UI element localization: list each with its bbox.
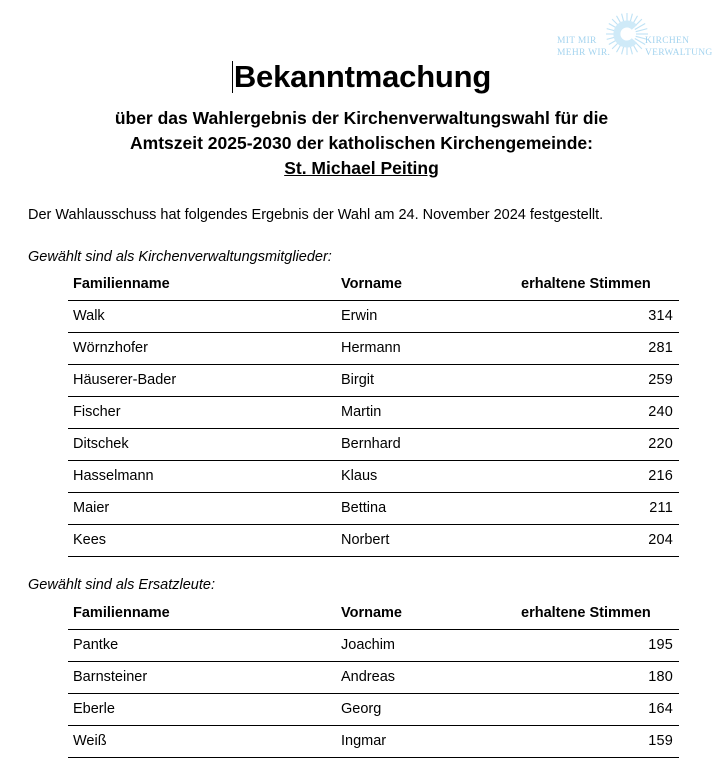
cell-vorname: Birgit <box>341 365 521 397</box>
cell-vorname: Hermann <box>341 333 521 365</box>
table-row <box>68 493 679 525</box>
cell-familienname: Häuserer-Bader <box>68 365 341 397</box>
logo-left-line1: MIT MIR <box>557 36 597 46</box>
intro-paragraph: Der Wahlausschuss hat folgendes Ergebnis der Wahl am 24. November 2024 festgestellt. <box>28 207 604 223</box>
cell-familienname: Hasselmann <box>68 461 341 493</box>
members-table-head <box>68 269 679 301</box>
cell-familienname: Maier <box>68 493 341 525</box>
table-row <box>68 525 679 557</box>
table-row <box>68 429 679 461</box>
cell-stimmen: 159 <box>521 725 679 757</box>
table-header-row <box>68 269 679 301</box>
cell-familienname: Eberle <box>68 693 341 725</box>
cell-stimmen: 259 <box>521 365 679 397</box>
cell-vorname: Andreas <box>341 661 521 693</box>
column-header-stimmen: erhaltene Stimmen <box>521 598 679 630</box>
logo-right-line2: VERWALTUNG <box>645 48 713 58</box>
cell-stimmen: 314 <box>521 301 679 333</box>
cell-vorname: Joachim <box>341 629 521 661</box>
logo-left-line2: MEHR WIR. <box>557 48 611 58</box>
cell-stimmen: 180 <box>521 661 679 693</box>
title-wrapper <box>0 60 723 93</box>
column-header-familienname: Familienname <box>68 598 341 630</box>
cell-stimmen: 281 <box>521 333 679 365</box>
cell-vorname: Norbert <box>341 525 521 557</box>
table-header-row <box>68 598 679 630</box>
column-header-vorname: Vorname <box>341 598 521 630</box>
cell-familienname: Pantke <box>68 629 341 661</box>
substitutes-table-body <box>68 629 679 757</box>
table-row <box>68 333 679 365</box>
substitutes-table <box>68 598 679 758</box>
cell-stimmen: 204 <box>521 525 679 557</box>
text-cursor-caret <box>232 61 233 93</box>
subtitle-line-3-parish: St. Michael Peiting <box>284 158 439 179</box>
table-row <box>68 461 679 493</box>
table-row <box>68 301 679 333</box>
cell-stimmen: 211 <box>521 493 679 525</box>
substitutes-table-head <box>68 598 679 630</box>
section-caption-substitutes: Gewählt sind als Ersatzleute: <box>28 577 215 594</box>
column-header-vorname: Vorname <box>341 269 521 301</box>
cell-vorname: Martin <box>341 397 521 429</box>
page-title: Bekanntmachung <box>233 59 492 94</box>
column-header-familienname: Familienname <box>68 269 341 301</box>
table-row <box>68 365 679 397</box>
subtitle-line-1: über das Wahlergebnis der Kirchenverwaltungswahl für die <box>114 108 609 129</box>
cell-stimmen: 240 <box>521 397 679 429</box>
cell-stimmen: 220 <box>521 429 679 461</box>
cell-vorname: Ingmar <box>341 725 521 757</box>
cell-stimmen: 195 <box>521 629 679 661</box>
subtitle-block <box>52 106 672 181</box>
table-row <box>68 661 679 693</box>
cell-familienname: Kees <box>68 525 341 557</box>
cell-stimmen: 164 <box>521 693 679 725</box>
members-table-body <box>68 301 679 557</box>
cell-familienname: Wörnzhofer <box>68 333 341 365</box>
cell-vorname: Klaus <box>341 461 521 493</box>
cell-familienname: Weiß <box>68 725 341 757</box>
table-row <box>68 397 679 429</box>
cell-vorname: Bernhard <box>341 429 521 461</box>
logo-right-line1: KIRCHEN <box>645 36 690 46</box>
column-header-stimmen: erhaltene Stimmen <box>521 269 679 301</box>
members-table <box>68 269 679 557</box>
cell-vorname: Bettina <box>341 493 521 525</box>
table-row <box>68 693 679 725</box>
table-row <box>68 629 679 661</box>
subtitle-line-2: Amtszeit 2025-2030 der katholischen Kirchengemeinde: <box>130 133 593 154</box>
section-caption-members: Gewählt sind als Kirchenverwaltungsmitglieder: <box>28 248 332 265</box>
cell-familienname: Barnsteiner <box>68 661 341 693</box>
cell-familienname: Walk <box>68 301 341 333</box>
cell-vorname: Erwin <box>341 301 521 333</box>
cell-familienname: Ditschek <box>68 429 341 461</box>
cell-vorname: Georg <box>341 693 521 725</box>
cell-stimmen: 216 <box>521 461 679 493</box>
table-row <box>68 725 679 757</box>
cell-familienname: Fischer <box>68 397 341 429</box>
